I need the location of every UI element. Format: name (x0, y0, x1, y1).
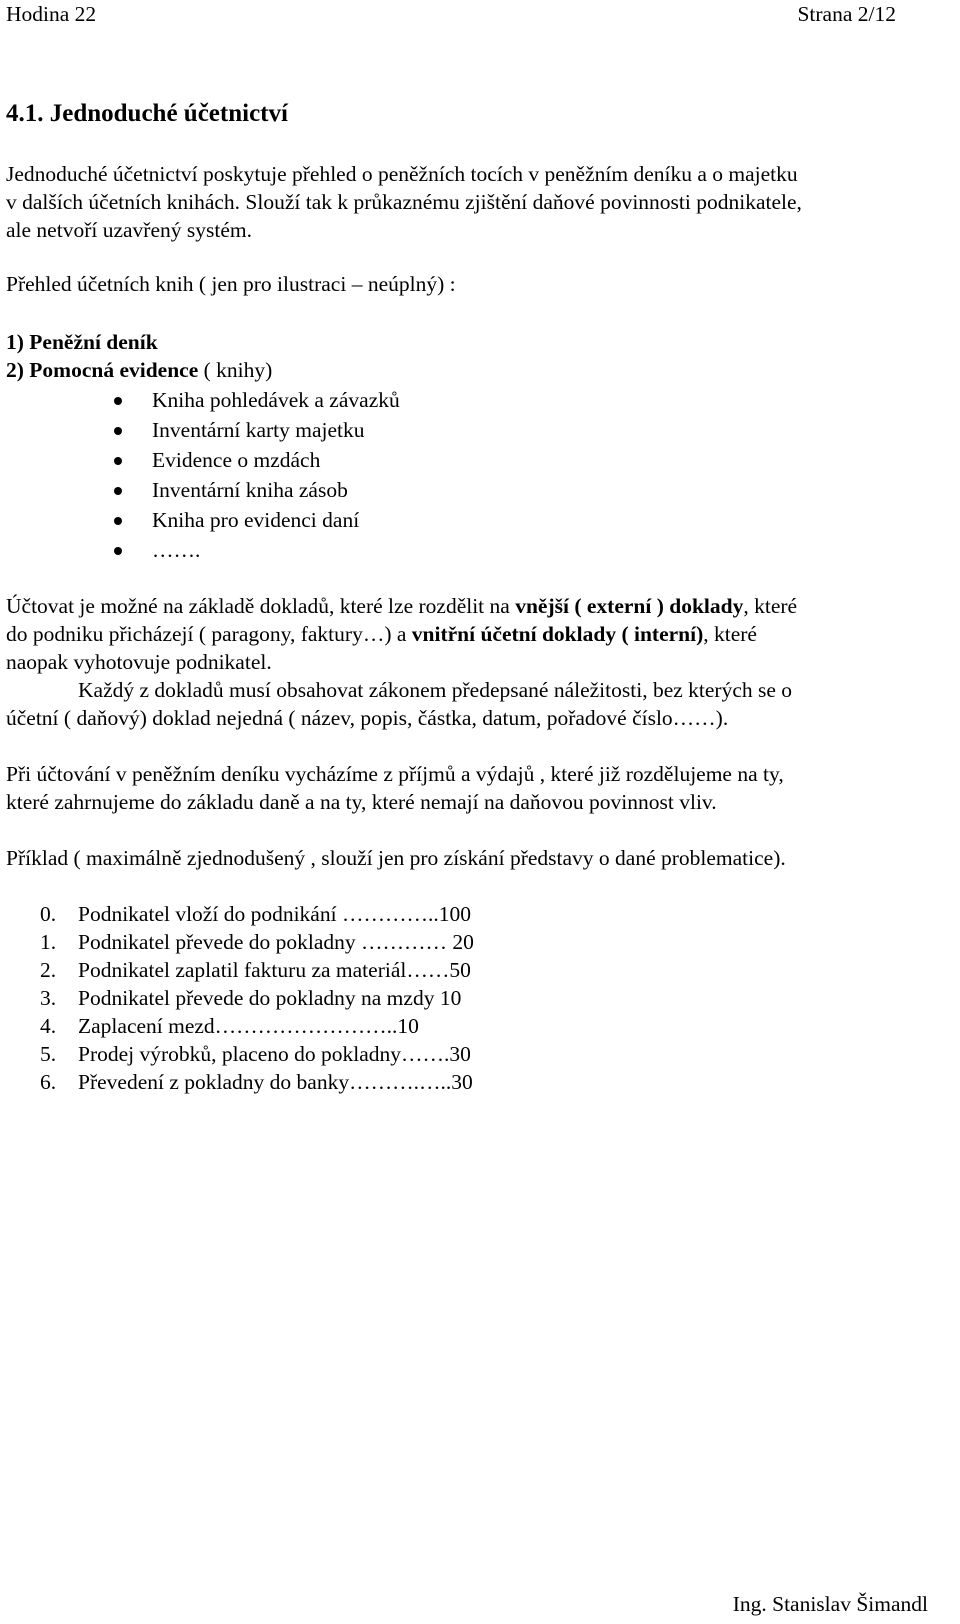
documents-line-2 (6, 620, 757, 648)
book-item-2-rest: ( knihy) (198, 358, 273, 382)
documents-text: Účtovat je možné na základě dokladů, které lze rozdělit na (6, 594, 516, 618)
book-item-1: 1) Peněžní deník (6, 330, 158, 354)
example-number: 3. (40, 986, 57, 1010)
books-overview-line: Přehled účetních knih ( jen pro ilustraci – neúplný) : (6, 272, 456, 296)
cashbook-line-2: které zahrnujeme do základu daně a na ty, které nemají na daňovou povinnost vliv. (6, 790, 717, 814)
bullet-icon (114, 397, 122, 405)
documents-line-1 (6, 592, 797, 620)
section-title: 4.1. Jednoduché účetnictví (6, 100, 288, 127)
example-item: Podnikatel převede do pokladny na mzdy 10 (78, 986, 462, 1010)
bullet-item: ……. (152, 538, 201, 562)
header-page-number: Strana 2/12 (797, 2, 896, 26)
bullet-icon (114, 457, 122, 465)
example-number: 5. (40, 1042, 57, 1066)
book-item-2-bold: 2) Pomocná evidence (6, 358, 199, 382)
bullet-icon (114, 427, 122, 435)
intro-line-1: Jednoduché účetnictví poskytuje přehled o peněžních tocích v peněžním deníku a o majetku (6, 162, 798, 186)
documents-text: , které (743, 594, 798, 618)
external-documents-term: vnější ( externí ) doklady (515, 594, 744, 618)
example-number: 4. (40, 1014, 57, 1038)
requirements-line-2: účetní ( daňový) doklad nejedná ( název, popis, částka, datum, pořadové číslo……). (6, 706, 729, 730)
book-item-2 (6, 356, 272, 384)
intro-line-3: ale netvoří uzavřený systém. (6, 218, 252, 242)
example-item: Prodej výrobků, placeno do pokladny…….30 (78, 1042, 471, 1066)
example-item: Převedení z pokladny do banky……….…..30 (78, 1070, 473, 1094)
example-item: Podnikatel zaplatil fakturu za materiál……50 (78, 958, 471, 982)
example-number: 0. (40, 902, 57, 926)
example-number: 1. (40, 930, 57, 954)
example-item: Podnikatel vloží do podnikání …………..100 (78, 902, 471, 926)
example-item: Podnikatel převede do pokladny ………… 20 (78, 930, 474, 954)
footer-author: Ing. Stanislav Šimandl (732, 1592, 928, 1616)
documents-text: do podniku přicházejí ( paragony, faktury…) a (6, 622, 412, 646)
example-number: 2. (40, 958, 57, 982)
documents-text: , které (703, 622, 757, 646)
bullet-item: Kniha pro evidenci daní (152, 508, 360, 532)
intro-line-2: v dalších účetních knihách. Slouží tak k průkaznému zjištění daňové povinnosti podnikatele, (6, 190, 802, 214)
example-item: Zaplacení mezd……………………..10 (78, 1014, 419, 1038)
example-intro: Příklad ( maximálně zjednodušený , slouží jen pro získání představy o dané problematice). (6, 846, 786, 870)
bullet-item: Evidence o mzdách (152, 448, 321, 472)
bullet-icon (114, 547, 122, 555)
example-number: 6. (40, 1070, 57, 1094)
bullet-item: Kniha pohledávek a závazků (152, 388, 400, 412)
bullet-item: Inventární karty majetku (152, 418, 365, 442)
bullet-icon (114, 517, 122, 525)
documents-line-3: naopak vyhotovuje podnikatel. (6, 650, 272, 674)
bullet-icon (114, 487, 122, 495)
cashbook-line-1: Při účtování v peněžním deníku vycházíme z příjmů a výdajů , které již rozdělujeme na ty, (6, 762, 784, 786)
internal-documents-term: vnitřní účetní doklady ( interní) (411, 622, 704, 646)
requirements-line-1: Každý z dokladů musí obsahovat zákonem předepsané náležitosti, bez kterých se o (78, 678, 793, 702)
header-lesson: Hodina 22 (6, 2, 97, 26)
bullet-item: Inventární kniha zásob (152, 478, 348, 502)
